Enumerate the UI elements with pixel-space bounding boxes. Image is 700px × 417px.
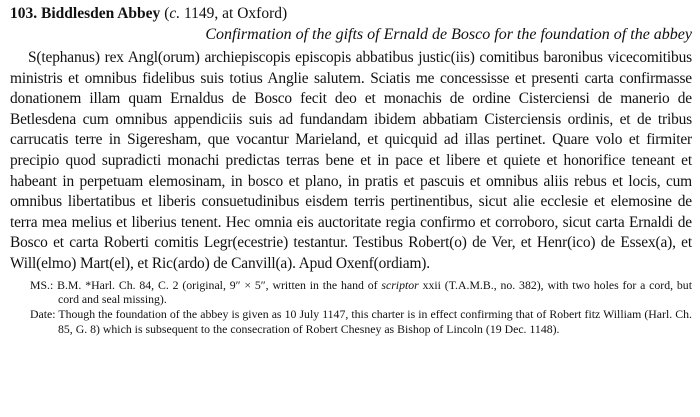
manuscript-note-scriptor: scriptor bbox=[381, 277, 419, 292]
editorial-notes bbox=[10, 278, 692, 337]
manuscript-note-label: MS.: bbox=[30, 277, 54, 292]
entry-date-prefix: ( bbox=[160, 5, 170, 22]
entry-heading bbox=[10, 4, 692, 24]
entry-date-place: 1149, at Oxford) bbox=[180, 5, 288, 22]
manuscript-note-text-2: xxii (T.A.M.B., no. 382), with two holes for a cord, but cord and seal missing). bbox=[58, 277, 692, 307]
entry-number: 103. bbox=[10, 5, 38, 22]
charter-text: S(tephanus) rex Angl(orum) archiepiscopis episcopis abbatibus justic(iis) comitibus baronibus vicecomitibus ministris et omnibus fidelibus suis totius Anglie salutem. Sciatis me concessisse et presenti carta confirmasse donationem illam quam Ernaldus de Bosco fecit deo et monachis de ordine Cisterciensi de manerio de Betlesdena cum omnibus appendiciis suis ad fundandam ibidem abbatiam Cisterciensis ordinis, et de tribus carrucatis terre in Sigeresham, que vocantur Marieland, et quicquid ad illas pertinet. Quare volo et firmiter precipio quod supradicti monachi predictas terras bene et in pace et libere et quiete et honorifice teneant et habeant in perpetuam elemosinam, in bosco et plano, in pratis et pascuis et omnibus aliis rebus et locis, cum omnibus libertatibus et liberis consuetudinibus eisdem terris pertinentibus, sicut alie ecclesie et elemosine de terra mea melius et liberius tenent. Hec omnia eis auctoritate regia confirmo et corroboro, sicut carta Ernaldi de Bosco et carta Roberti comitis Legr(ecestrie) testantur. Testibus Robert(o) de Ver, et Henr(ico) de Essex(a), et Will(elmo) Mart(el), et Ric(ardo) de Canvill(a). Apud Oxenf(ordiam). bbox=[10, 49, 692, 272]
date-note bbox=[30, 307, 692, 337]
date-note-label: Date: bbox=[30, 307, 56, 322]
manuscript-note-text-1: B.M. *Harl. Ch. 84, C. 2 (original, 9″ × 5″, written in the hand of bbox=[53, 277, 382, 292]
date-note-text: Though the foundation of the abbey is given as 10 July 1147, this charter is in effect confirming that of Robert fitz William (Harl. Ch. 85, G. 8) which is subsequent to the consecration of Robert Chesney as Bishop of Lincoln (19 Dec. 1148). bbox=[55, 307, 692, 336]
charter-subtitle: Confirmation of the gifts of Ernald de Bosco for the foundation of the abbey bbox=[205, 26, 692, 43]
entry-name: Biddlesden Abbey bbox=[41, 5, 161, 22]
entry-date-circa: c. bbox=[169, 5, 181, 22]
manuscript-note bbox=[30, 278, 692, 308]
